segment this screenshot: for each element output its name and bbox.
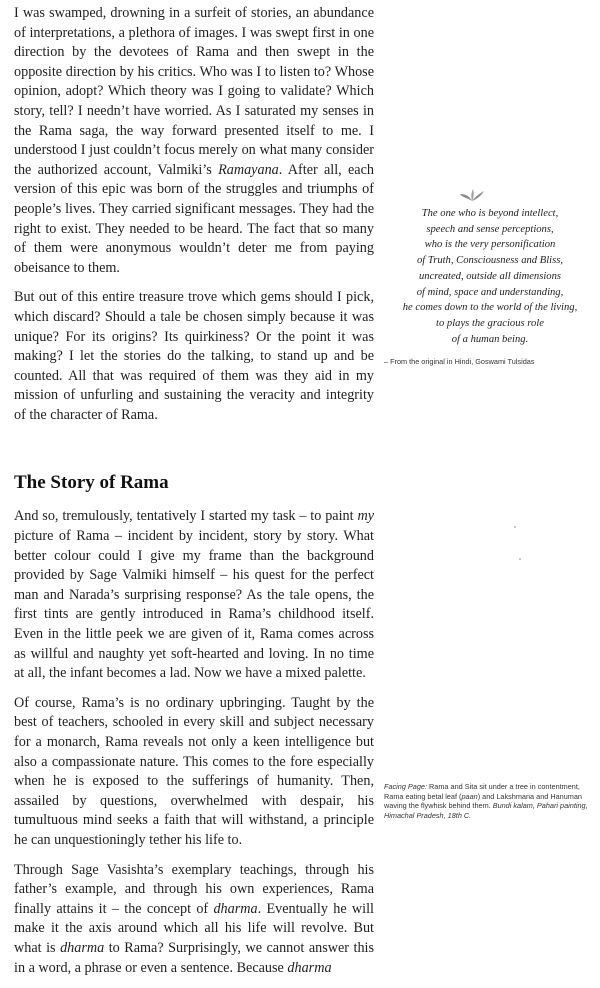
paragraph-text: . Eventually he will make it the axis around which all his life will revolve. But what is <box>14 900 374 956</box>
paragraph-text: Through Sage Vasishta’s exemplary teachings, through his father’s example, and through his own experiences, Rama finally attains it – the concept of <box>14 861 374 917</box>
italic-term: Ramayana <box>218 161 279 178</box>
caption-text: Rama and Sita sit under a tree in contentment, Rama eating betal leaf ( <box>384 782 580 801</box>
paragraph-text: I was swamped, drowning in a surfeit of stories, an abundance of interpretations, a plethora of images. I was swept first in one direction by the devotees of Rama and then swept in the opposite direction by his critics. Who was I to listen to? Whose opinion, adopt? Which theory was I going to validate? Which story, tell? I needn’t have worried. As I saturated my senses in the Rama saga, the way forward presented itself to me. I understood I just couldn’t focus merely on what many consider the authorized account, Valmiki’s <box>14 5 374 178</box>
body-paragraph <box>14 507 374 683</box>
caption-italic-term: paan <box>461 791 478 801</box>
paragraph-text: picture of Rama – incident by incident, story by story. What better colour could I give my frame than the background provided by Sage Valmiki himself – his quest for the perfect man and Narada’s surprising response? As the tale opens, the first tints are gently introduced in Rama’s childhood itself. Even in the little peek we are given of it, Rama comes across as willful and naughty yet soft-hearted and loving. In no time at all, the infant becomes a lad. Now we have a mixed palette. <box>14 528 374 682</box>
section-paragraphs <box>14 507 374 978</box>
paragraph-text: And so, tremulously, tentatively I started my task – to paint <box>14 508 358 525</box>
decorative-dot <box>519 558 521 560</box>
section-heading: The Story of Rama <box>14 472 169 494</box>
quote-line: of mind, space and understanding, <box>416 286 564 298</box>
quote-line: he comes down to the world of the living, <box>402 302 578 314</box>
facing-page-caption <box>384 782 596 820</box>
decorative-dot <box>514 526 516 528</box>
body-paragraph <box>14 694 374 851</box>
paragraph-text: But out of this entire treasure trove which gems should I pick, which discard? Should a tale be chosen simply because it was unique? For its origins? Its quirkiness? Or the point it was making? I let the stories do the talking, to stand up and be counted. All that was required of them was they aid in my mission of unfurling and sustaining the veracity and integrity of the character of Rama. <box>14 289 374 423</box>
sidebar-quote <box>384 206 596 347</box>
caption-source: Bundi kalam, Pahari painting, Himachal Pradesh, 18th C. <box>384 801 588 820</box>
paragraph-text: to Rama? Surprisingly, we cannot answer this in a word, a phrase or even a sentence. Because <box>14 939 374 976</box>
caption-text-2: ) and Lakshmana and Hanuman waving the flywhisk behind them. <box>384 791 582 811</box>
quote-line: uncreated, outside all dimensions <box>418 270 562 282</box>
quote-line: who is the very personification <box>424 239 556 251</box>
paragraph-text: Of course, Rama’s is no ordinary upbringing. Taught by the best of teachers, schooled in every skill and subject necessary for a monarch, Rama reveals not only a keen intelligence but also a compassionate nature. This comes to the fore especially when he is exposed to the sufferings of humanity. Then, assailed by questions, overwhelmed with despair, his tumultuous mind seeks a faith that will withstand, a principle he can unquestioningly tether his life to. <box>14 694 374 848</box>
main-text-column <box>14 4 374 988</box>
quote-line: speech and sense perceptions, <box>426 223 554 235</box>
quote-line: The one who is beyond intellect, <box>421 208 559 219</box>
quote-line: of a human being. <box>451 333 529 345</box>
leaf-flourish-icon <box>459 188 485 204</box>
italic-term: dharma <box>213 900 258 917</box>
quote-line: of Truth, Consciousness and Bliss, <box>417 255 563 267</box>
quote-attribution: – From the original in Hindi, Goswami Tulsidas <box>384 357 535 366</box>
body-paragraph <box>14 861 374 979</box>
quote-line: to plays the gracious role <box>436 317 544 329</box>
body-paragraph <box>14 288 374 425</box>
intro-paragraphs <box>14 4 374 425</box>
italic-term: my <box>357 508 374 525</box>
italic-term: dharma <box>60 939 105 956</box>
italic-term: dharma <box>287 959 332 976</box>
paragraph-text: . After all, each version of this epic was born of the struggles and triumphs of people’s lives. They carried significant messages. They had the right to exist. They needed to be heard. The fact that so many of them were anonymous wouldn’t deter me from paying obeisance to them. <box>14 161 374 276</box>
body-paragraph <box>14 4 374 278</box>
caption-lead: Facing Page: <box>384 782 427 791</box>
